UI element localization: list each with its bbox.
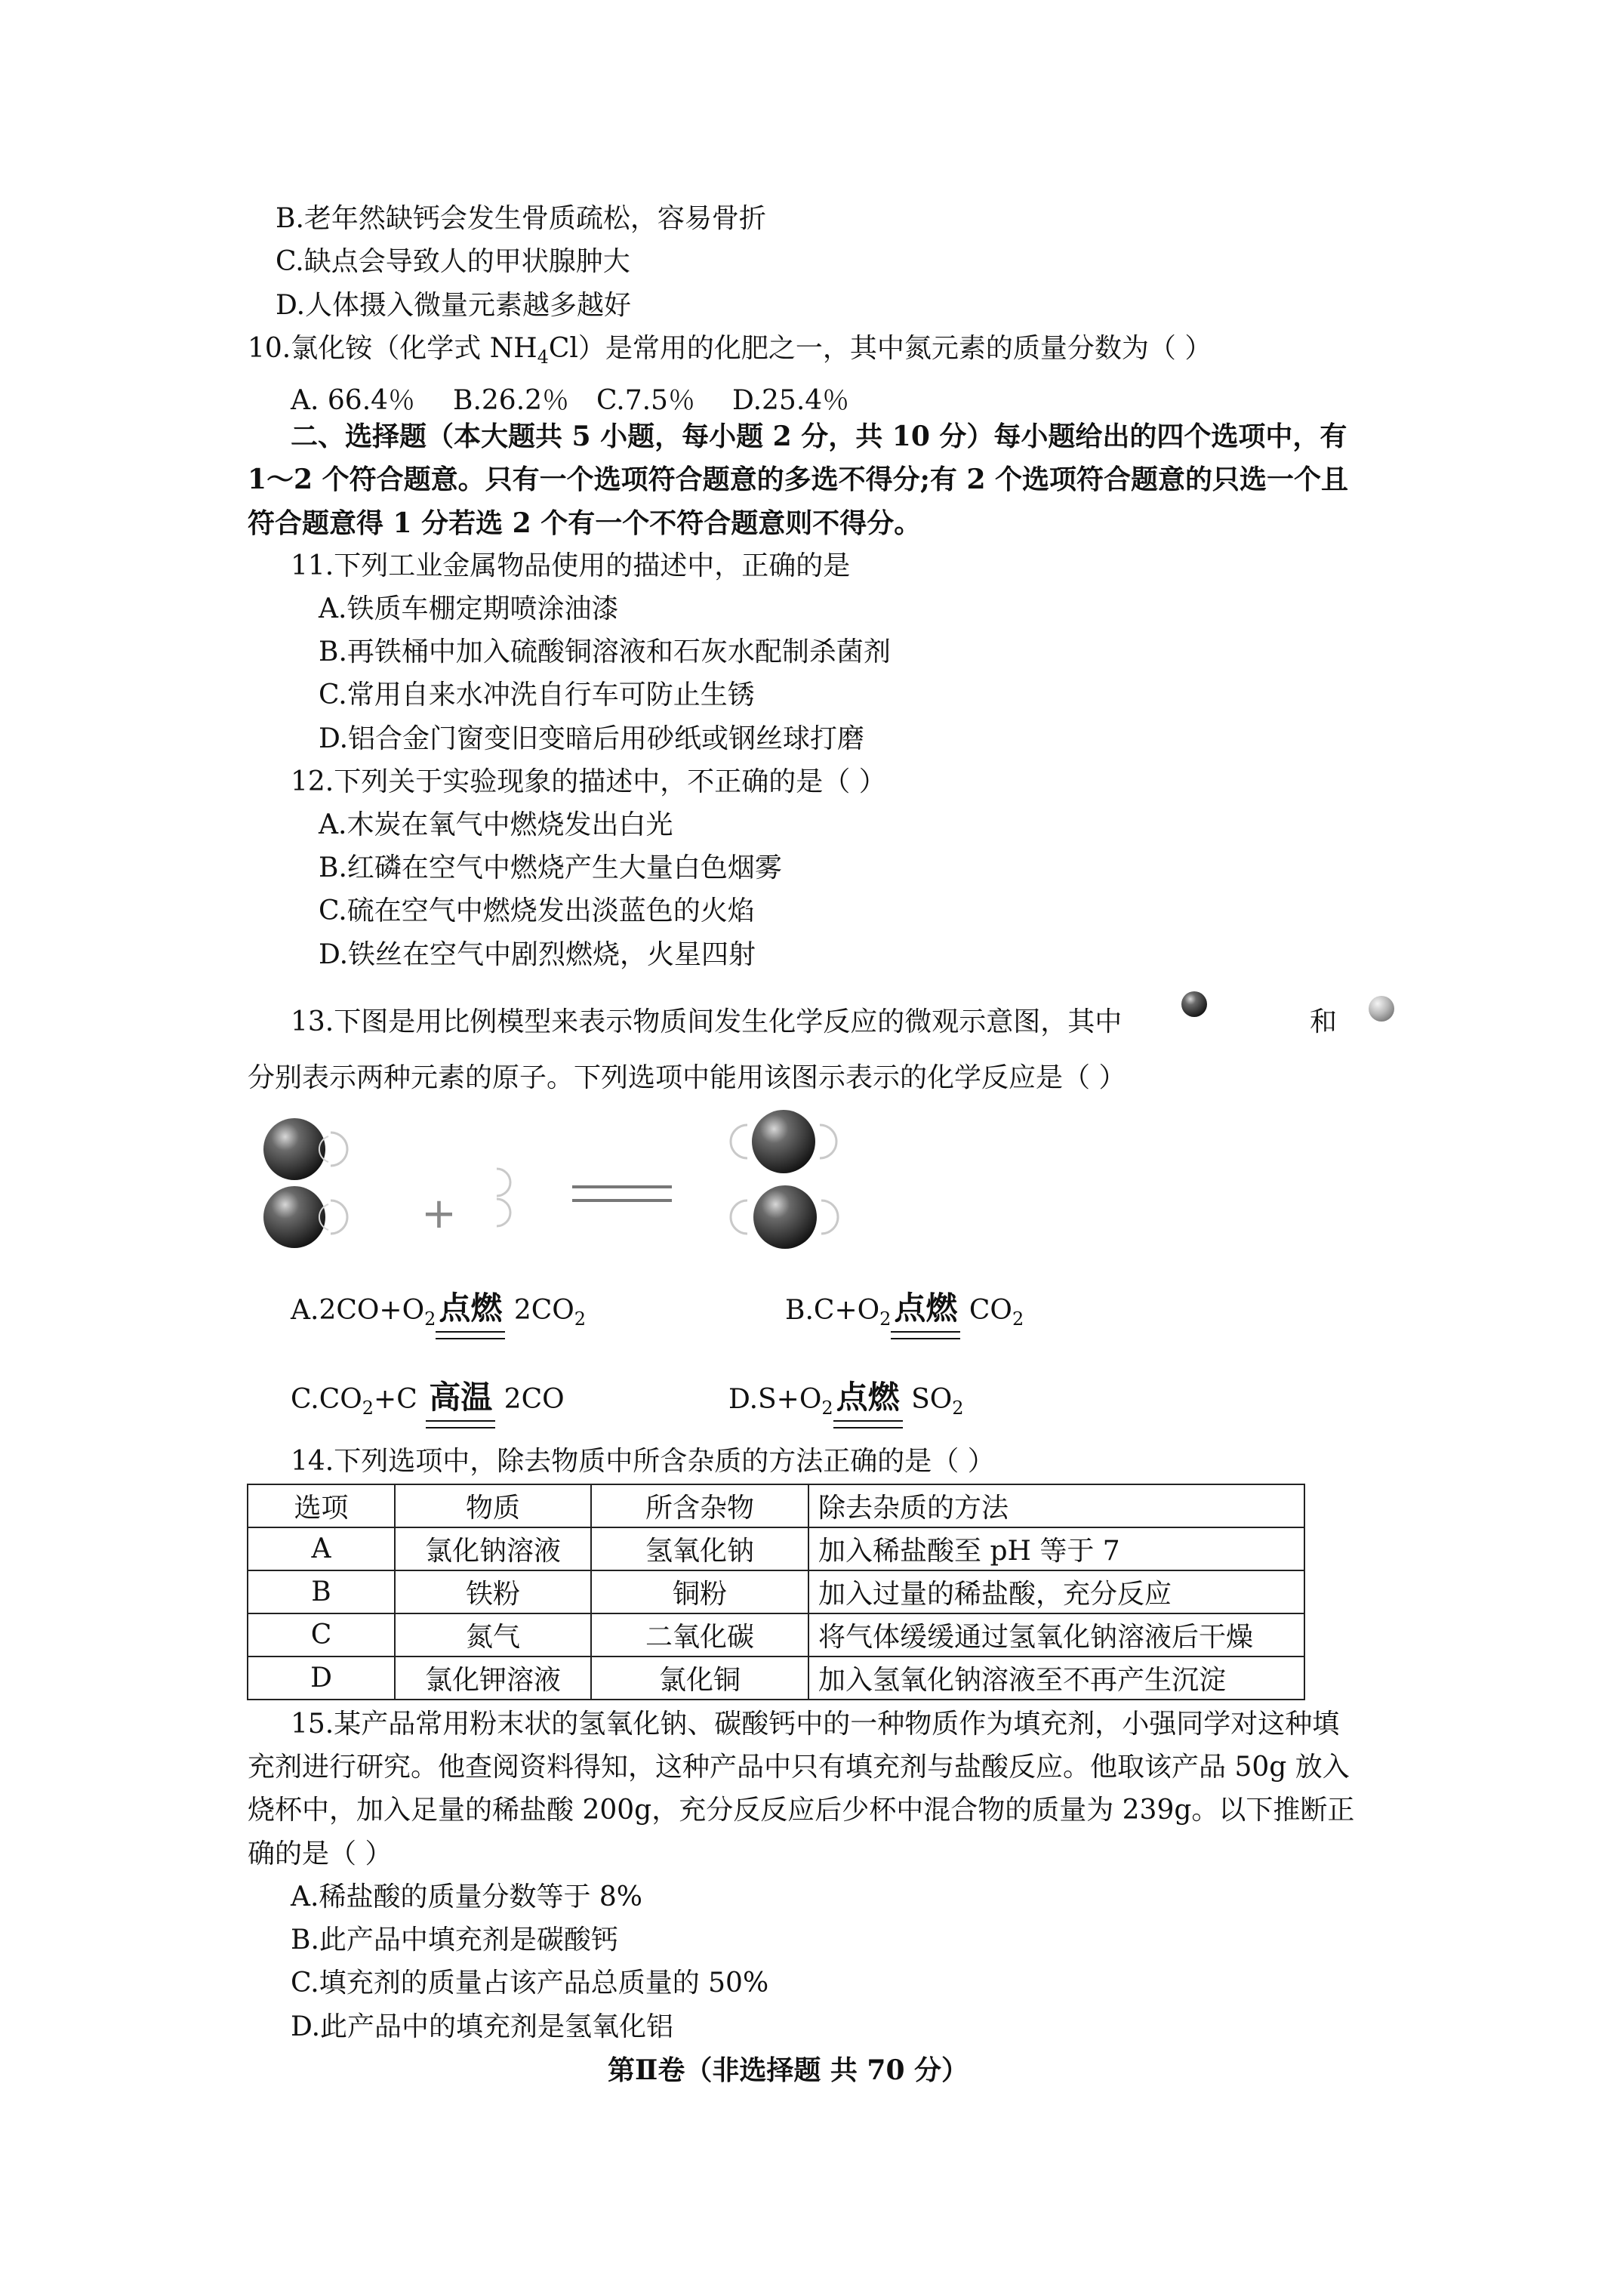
q13-option-a: $A.2CO+O_2$点燃 $2CO_2$	[291, 1284, 586, 1339]
q10-stem: 10.氯化铵（化学式 $NH_4Cl$）是常用的化肥之一，其中氮元素的质量分数为（ ）	[248, 333, 1212, 368]
product-molecule-2	[731, 1185, 838, 1249]
section2-line-3: 符合题意得 1 分若选 2 个有一个不符合题意则不得分。	[248, 507, 922, 539]
q14-impurity-table	[247, 1484, 1305, 1700]
q15-option-b: B.此产品中填充剂是碳酸钙	[291, 1925, 618, 1955]
q10-option-a: A. 66.4％	[291, 385, 416, 416]
q12-option-b: B.红磷在空气中燃烧产生大量白色烟雾	[319, 852, 782, 883]
q13-option-a-condition: 点燃	[436, 1284, 505, 1339]
reactant-molecule-3	[497, 1169, 510, 1226]
q9-option-c: C.缺点会导致人的甲状腺肿大	[276, 246, 630, 277]
reactant-molecule-1	[263, 1118, 347, 1180]
q15-option-a: A.稀盐酸的质量分数等于 8%	[291, 1881, 642, 1912]
q13-stem-b: 分别表示两种元素的原子。下列选项中能用该图示表示的化学反应是（ ）	[248, 1062, 1126, 1093]
equals-sign	[572, 1187, 672, 1200]
q10-option-d: D.25.4％	[732, 385, 850, 416]
q13-option-b-condition: 点燃	[891, 1284, 960, 1339]
q12-stem: 12.下列关于实验现象的描述中，不正确的是（ ）	[291, 766, 886, 797]
plus-sign: +	[421, 1189, 457, 1238]
q13-option-d: $D.S+O_2$点燃 $SO_2$	[728, 1373, 964, 1428]
header-substance: 物质	[395, 1484, 591, 1527]
q12-option-c: C.硫在空气中燃烧发出淡蓝色的火焰	[319, 895, 755, 926]
table-row: D 氯化钾溶液 氯化铜 加入氢氧化钠溶液至不再产生沉淀	[248, 1657, 1304, 1700]
part2-heading: 第Ⅱ卷（非选择题 共 70 分）	[608, 2054, 969, 2086]
table-row: A 氯化钠溶液 氢氧化钠 加入稀盐酸至 pH 等于 7	[248, 1527, 1304, 1570]
light-atom-legend-icon	[1369, 996, 1394, 1022]
q11-option-c: C.常用自来水冲洗自行车可防止生锈	[319, 680, 755, 710]
q10-option-c: C.7.5％	[596, 385, 695, 416]
header-method: 除去杂质的方法	[808, 1484, 1304, 1527]
q11-stem: 11.下列工业金属物品使用的描述中，正确的是	[291, 550, 851, 581]
header-option: 选项	[248, 1484, 395, 1527]
q13-stem-a: 13.下图是用比例模型来表示物质间发生化学反应的微观示意图，其中	[291, 1006, 1123, 1037]
q15-stem-line-1: 15.某产品常用粉末状的氢氧化钠、碳酸钙中的一种物质作为填充剂，小强同学对这种填	[291, 1709, 1340, 1740]
q15-option-c: C.填充剂的质量占该产品总质量的 50%	[291, 1968, 769, 1999]
q11-option-d: D.铝合金门窗变旧变暗后用砂纸或钢丝球打磨	[319, 723, 865, 754]
q13-option-c: $C.CO_2+C$ 高温 2CO	[291, 1373, 565, 1428]
q15-stem-line-3: 烧杯中，加入足量的稀盐酸 200g，充分反反应后少杯中混合物的质量为 239g。以下推断正	[248, 1795, 1355, 1826]
q15-stem-line-2: 充剂进行研究。他查阅资料得知，这种产品中只有填充剂与盐酸反应。他取该产品 50g 放入	[248, 1752, 1350, 1783]
table-header-row	[248, 1484, 1304, 1527]
q14-stem: 14.下列选项中，除去物质中所含杂质的方法正确的是（ ）	[291, 1446, 995, 1477]
q15-stem-line-4: 确的是（ ）	[248, 1838, 393, 1869]
reactant-molecule-2	[263, 1186, 347, 1248]
q13-option-d-condition: 点燃	[833, 1373, 903, 1428]
q11-option-a: A.铁质车棚定期喷涂油漆	[319, 593, 619, 624]
table-row: B 铁粉 铜粉 加入过量的稀盐酸，充分反应	[248, 1570, 1304, 1613]
section2-line-1: 二、选择题（本大题共 5 小题，每小题 2 分，共 10 分）每小题给出的四个选项中，有	[291, 421, 1347, 452]
q11-option-b: B.再铁桶中加入硫酸铜溶液和石灰水配制杀菌剂	[319, 636, 891, 667]
q13-option-c-condition: 高温	[426, 1373, 495, 1428]
product-molecule-1	[731, 1110, 836, 1173]
q13-stem-and: 和	[1310, 1006, 1338, 1037]
section2-line-2: 1～2 个符合题意。只有一个选项符合题意的多选不得分;有 2 个选项符合题意的只选一个且	[248, 464, 1349, 495]
q12-option-d: D.铁丝在空气中剧烈燃烧，火星四射	[319, 939, 756, 970]
q13-option-b: $B.C+O_2$点燃 $CO_2$	[785, 1284, 1024, 1339]
q10-option-b: B.26.2％	[453, 385, 570, 416]
table-row: C 氮气 二氧化碳 将气体缓缓通过氢氧化钠溶液后干燥	[248, 1613, 1304, 1657]
header-impurity: 所含杂物	[591, 1484, 808, 1527]
q12-option-a: A.木炭在氧气中燃烧发出白光	[319, 809, 673, 840]
q15-option-d: D.此产品中的填充剂是氢氧化铝	[291, 2011, 674, 2042]
dark-atom-legend-icon	[1181, 991, 1207, 1017]
q9-option-b: B.老年然缺钙会发生骨质疏松，容易骨折	[276, 203, 766, 234]
q9-option-d: D.人体摄入微量元素越多越好	[276, 290, 632, 321]
